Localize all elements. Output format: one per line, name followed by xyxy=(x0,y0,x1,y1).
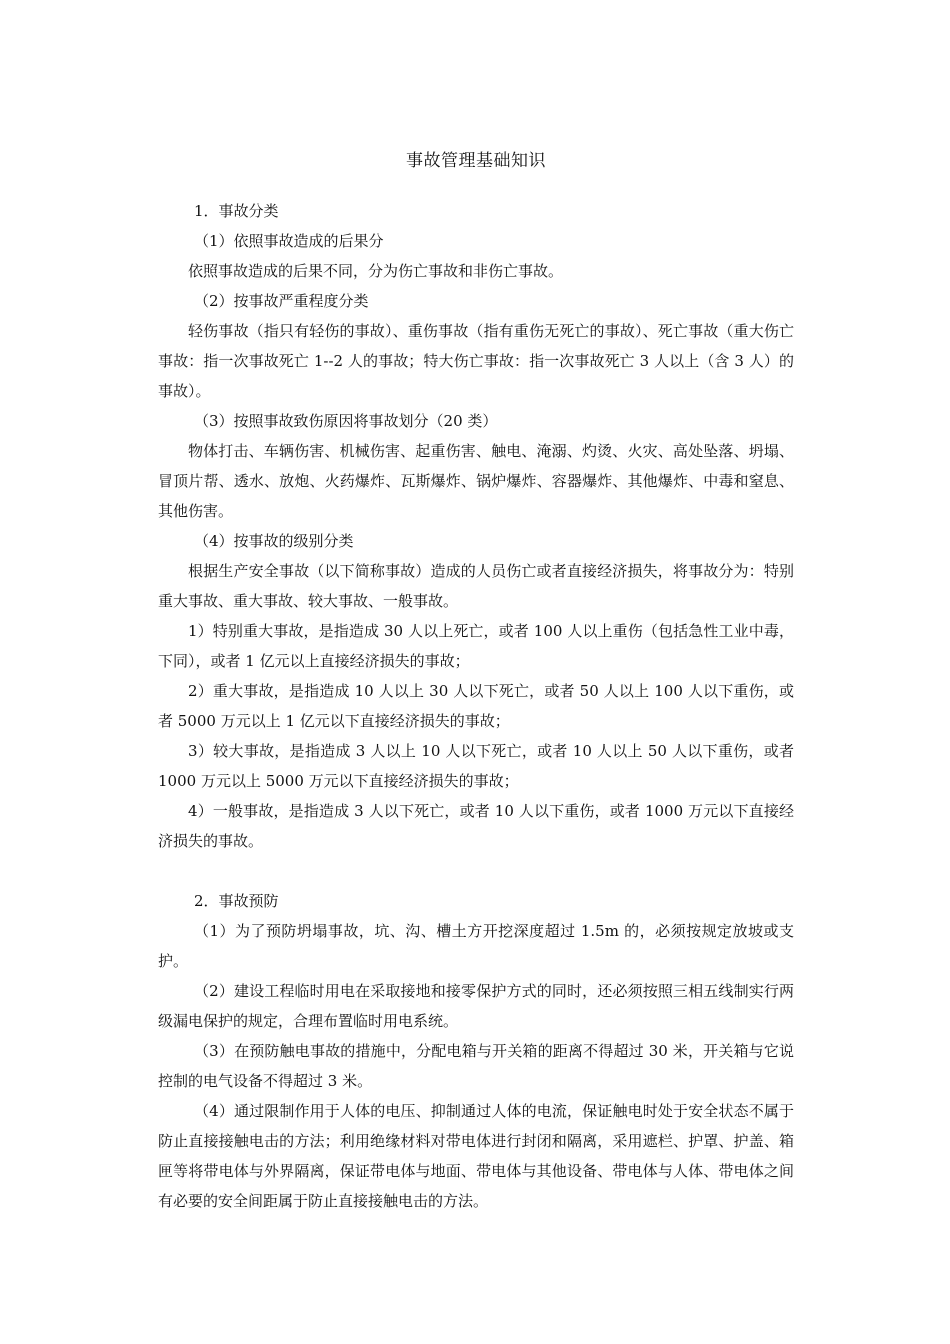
section1-sub3-text: 物体打击、车辆伤害、机械伤害、起重伤害、触电、淹溺、灼烫、火灾、高处坠落、坍塌、冒顶片帮、透水、放炮、火药爆炸、瓦斯爆炸、锅炉爆炸、容器爆炸、其他爆炸、中毒和窒息、其他伤害。 xyxy=(158,442,794,520)
section1-sub1-heading: （1）依照事故造成的后果分 xyxy=(194,232,384,250)
document-title: 事故管理基础知识 xyxy=(406,151,546,171)
section2-item3: （3）在预防触电事故的措施中，分配电箱与开关箱的距离不得超过 30 米，开关箱与它说控制的电气设备不得超过 3 米。 xyxy=(158,1042,794,1090)
section-spacer xyxy=(158,856,794,886)
section1-sub2-heading: （2）按事故严重程度分类 xyxy=(194,292,369,310)
section1-sub1-text: 依照事故造成的后果不同，分为伤亡事故和非伤亡事故。 xyxy=(188,262,564,280)
section1-sub4-item1: 1）特别重大事故，是指造成 30 人以上死亡，或者 100 人以上重伤（包括急性工业中毒，下同），或者 1 亿元以上直接经济损失的事故； xyxy=(158,622,794,670)
section2-item4: （4）通过限制作用于人体的电压、抑制通过人体的电流，保证触电时处于安全状态不属于防止直接接触电击的方法；利用绝缘材料对带电体进行封闭和隔离，采用遮栏、护罩、护盖、箱匣等将带电体与外界隔离，保证带电体与地面、带电体与其他设备、带电体与人体、带电体之间有必要的安全间距属于防止直接接触电击的方法。 xyxy=(158,1102,794,1210)
section2-item1: （1）为了预防坍塌事故，坑、沟、槽土方开挖深度超过 1.5m 的，必须按规定放坡或支护。 xyxy=(158,922,794,970)
section1-sub4-item2: 2）重大事故，是指造成 10 人以上 30 人以下死亡，或者 50 人以上 100 人以下重伤，或者 5000 万元以上 1 亿元以下直接经济损失的事故； xyxy=(158,682,794,730)
section1-sub4-item4: 4）一般事故，是指造成 3 人以下死亡，或者 10 人以下重伤，或者 1000 万元以下直接经济损失的事故。 xyxy=(158,802,794,850)
section1-sub2-text: 轻伤事故（指只有轻伤的事故）、重伤事故（指有重伤无死亡的事故）、死亡事故（重大伤亡事故：指一次事故死亡 1--2 人的事故；特大伤亡事故：指一次事故死亡 3 人以上（含 3 人）的事故）。 xyxy=(158,322,794,400)
section1-sub4-text: 根据生产安全事故（以下简称事故）造成的人员伤亡或者直接经济损失，将事故分为：特别重大事故、重大事故、较大事故、一般事故。 xyxy=(158,562,794,610)
section1-sub4-item3: 3）较大事故，是指造成 3 人以上 10 人以下死亡，或者 10 人以上 50 人以下重伤，或者 1000 万元以上 5000 万元以下直接经济损失的事故； xyxy=(158,742,794,790)
section1-sub4-heading: （4）按事故的级别分类 xyxy=(194,532,354,550)
section2-item2: （2）建设工程临时用电在采取接地和接零保护方式的同时，还必须按照三相五线制实行两级漏电保护的规定，合理布置临时用电系统。 xyxy=(158,982,794,1030)
section1-sub3-heading: （3）按照事故致伤原因将事故划分（20 类） xyxy=(194,412,498,430)
document-page xyxy=(158,148,794,1216)
section2-heading: 2．事故预防 xyxy=(194,892,279,910)
section1-heading: 1．事故分类 xyxy=(194,202,279,220)
